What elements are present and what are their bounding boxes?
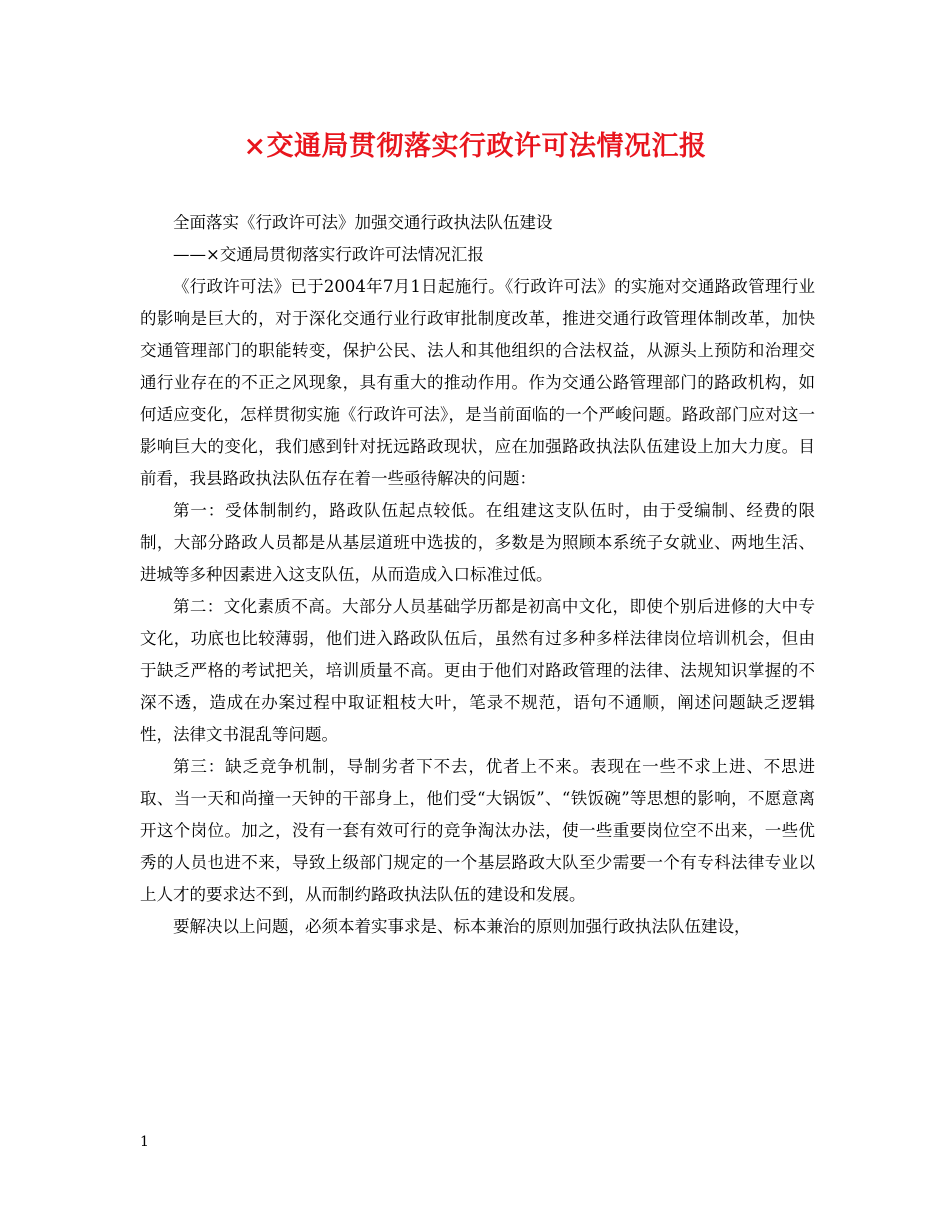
paragraph: 第一：受体制制约，路政队伍起点较低。在组建这支队伍时，由于受编制、经费的限制，大部分路政人员都是从基层道班中选拔的，多数是为照顾本系统子女就业、两地生活、进城等多种因素进入这支队伍，从而造成入口标准过低。	[140, 501, 815, 584]
page-number: 1	[140, 1134, 149, 1150]
document-title: ×交通局贯彻落实行政许可法情况汇报	[243, 131, 707, 162]
subtitle-line: 全面落实《行政许可法》加强交通行政执法队伍建设	[173, 213, 553, 232]
paragraph: 要解决以上问题，必须本着实事求是、标本兼治的原则加强行政执法队伍建设，	[173, 917, 751, 936]
paragraph: 第三：缺乏竞争机制，导制劣者下不去，优者上不来。表现在一些不求上进、不思进取、当一天和尚撞一天钟的干部身上，他们受“大锅饭”、“铁饭碗”等思想的影响，不愿意离开这个岗位。加之，没有一套有效可行的竞争淘汰办法，使一些重要岗位空不出来，一些优秀的人员也进不来，导致上级部门规定的一个基层路政大队至少需要一个有专科法律专业以上人才的要求达不到，从而制约路政执法队伍的建设和发展。	[140, 757, 815, 904]
subtitle-line-2: ——×交通局贯彻落实行政许可法情况汇报	[173, 245, 484, 264]
document-body	[140, 207, 815, 943]
paragraph: 《行政许可法》已于2004年7月1日起施行。《行政许可法》的实施对交通路政管理行业的影响是巨大的，对于深化交通行业行政审批制度改革，推进交通行政管理体制改革，加快交通管理部门的职能转变，保护公民、法人和其他组织的合法权益，从源头上预防和治理交通行业存在的不正之风现象，具有重大的推动作用。作为交通公路管理部门的路政机构，如何适应变化，怎样贯彻实施《行政许可法》，是当前面临的一个严峻问题。路政部门应对这一影响巨大的变化，我们感到针对抚远路政现状，应在加强路政执法队伍建设上加大力度。目前看，我县路政执法队伍存在着一些亟待解决的问题：	[140, 277, 815, 488]
paragraph: 第二：文化素质不高。大部分人员基础学历都是初高中文化，即使个别后进修的大中专文化，功底也比较薄弱，他们进入路政队伍后，虽然有过多种多样法律岗位培训机会，但由于缺乏严格的考试把关，培训质量不高。更由于他们对路政管理的法律、法规知识掌握的不深不透，造成在办案过程中取证粗枝大叶，笔录不规范，语句不通顺，阐述问题缺乏逻辑性，法律文书混乱等问题。	[140, 597, 815, 744]
